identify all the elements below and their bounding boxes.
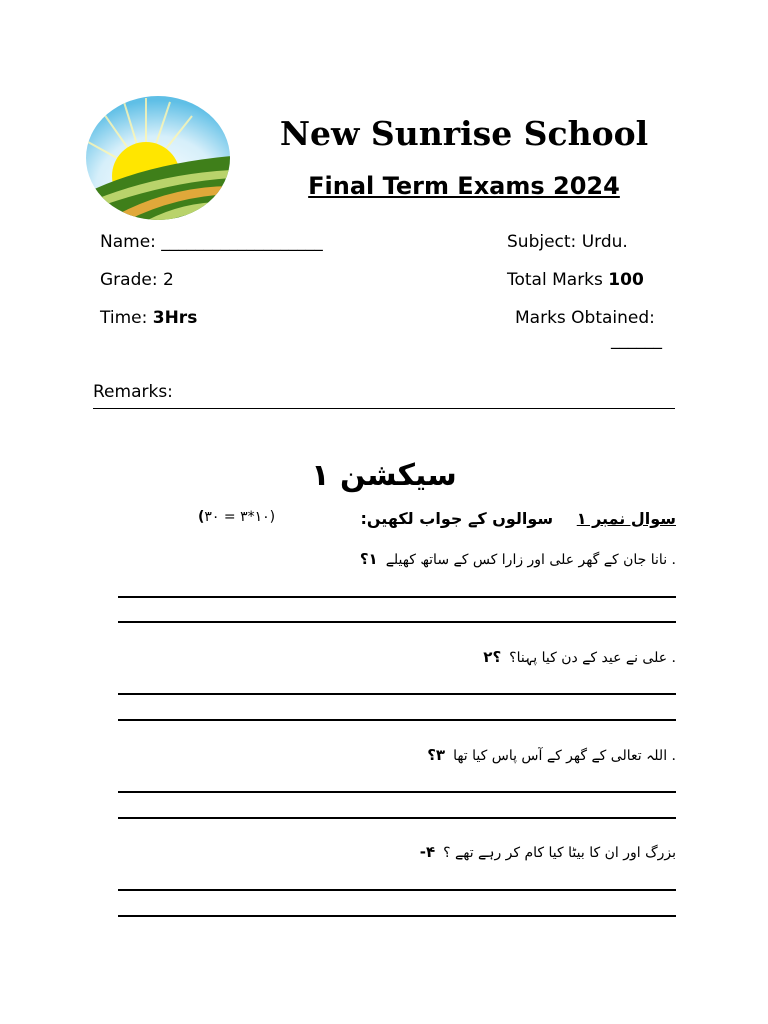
remarks-label: Remarks:: [93, 382, 173, 402]
school-name: New Sunrise School: [279, 114, 649, 153]
grade-field: [100, 270, 174, 290]
question-number: ؟٢: [483, 648, 502, 666]
marks-formula: [198, 509, 275, 525]
question-item: [118, 843, 676, 861]
answer-line[interactable]: [118, 719, 676, 721]
question-instruction: [190, 509, 676, 528]
question-number: ۴-: [419, 843, 436, 861]
answer-line[interactable]: [118, 596, 676, 598]
subject-value: Urdu.: [581, 232, 628, 252]
name-label: Name:: [100, 232, 156, 252]
section-heading: سیکشن ١: [311, 458, 457, 493]
answer-line[interactable]: [118, 791, 676, 793]
question-number-label: سوال نمبر ١: [576, 509, 676, 528]
question-number: ٣؟: [427, 746, 446, 764]
question-text: بزرگ اور ان کا بیٹا کیا کام کر رہے تھے ؟: [443, 845, 676, 861]
question-text: . نانا جان کے گھر علی اور زارا کس کے ساتھ کھیلے: [385, 552, 676, 568]
subject-label: Subject:: [507, 232, 577, 252]
total-marks-field: [507, 270, 644, 290]
name-blank: ___________________: [161, 232, 323, 252]
question-item: [118, 550, 676, 568]
marks-formula-open: (: [198, 509, 205, 525]
answer-line[interactable]: [118, 915, 676, 917]
name-field: [100, 232, 323, 252]
question-number: ١؟: [359, 550, 378, 568]
remarks-line: [93, 408, 675, 409]
answer-line[interactable]: [118, 889, 676, 891]
question-item: [118, 746, 676, 764]
answer-line[interactable]: [118, 817, 676, 819]
grade-value: 2: [162, 270, 174, 290]
time-label: Time:: [100, 308, 148, 328]
marks-obtained-label: Marks Obtained:: [515, 308, 655, 328]
marks-obtained-blank: ______: [611, 330, 662, 350]
question-text: . علی نے عید کے دن کیا پہنا؟: [509, 650, 676, 666]
total-marks-value: 100: [608, 270, 644, 290]
question-text: . اللہ تعالی کے گھر کے آس پاس کیا تھا: [453, 748, 676, 764]
marks-obtained-field: [515, 308, 655, 328]
answer-line[interactable]: [118, 693, 676, 695]
time-value: 3Hrs: [152, 308, 198, 328]
answer-line[interactable]: [118, 621, 676, 623]
instruction-text: سوالوں کے جواب لکھیں:: [360, 509, 554, 528]
marks-formula-rest: = ٣٠): [204, 509, 276, 525]
subject-field: [507, 232, 628, 252]
grade-label: Grade:: [100, 270, 158, 290]
exam-title: Final Term Exams 2024: [308, 172, 620, 200]
question-item: [118, 648, 676, 666]
total-marks-label: Total Marks: [507, 270, 603, 290]
marks-formula-product: ١٠*٣: [240, 509, 270, 525]
sunrise-field-logo-icon: [84, 94, 232, 222]
time-field: [100, 308, 197, 328]
